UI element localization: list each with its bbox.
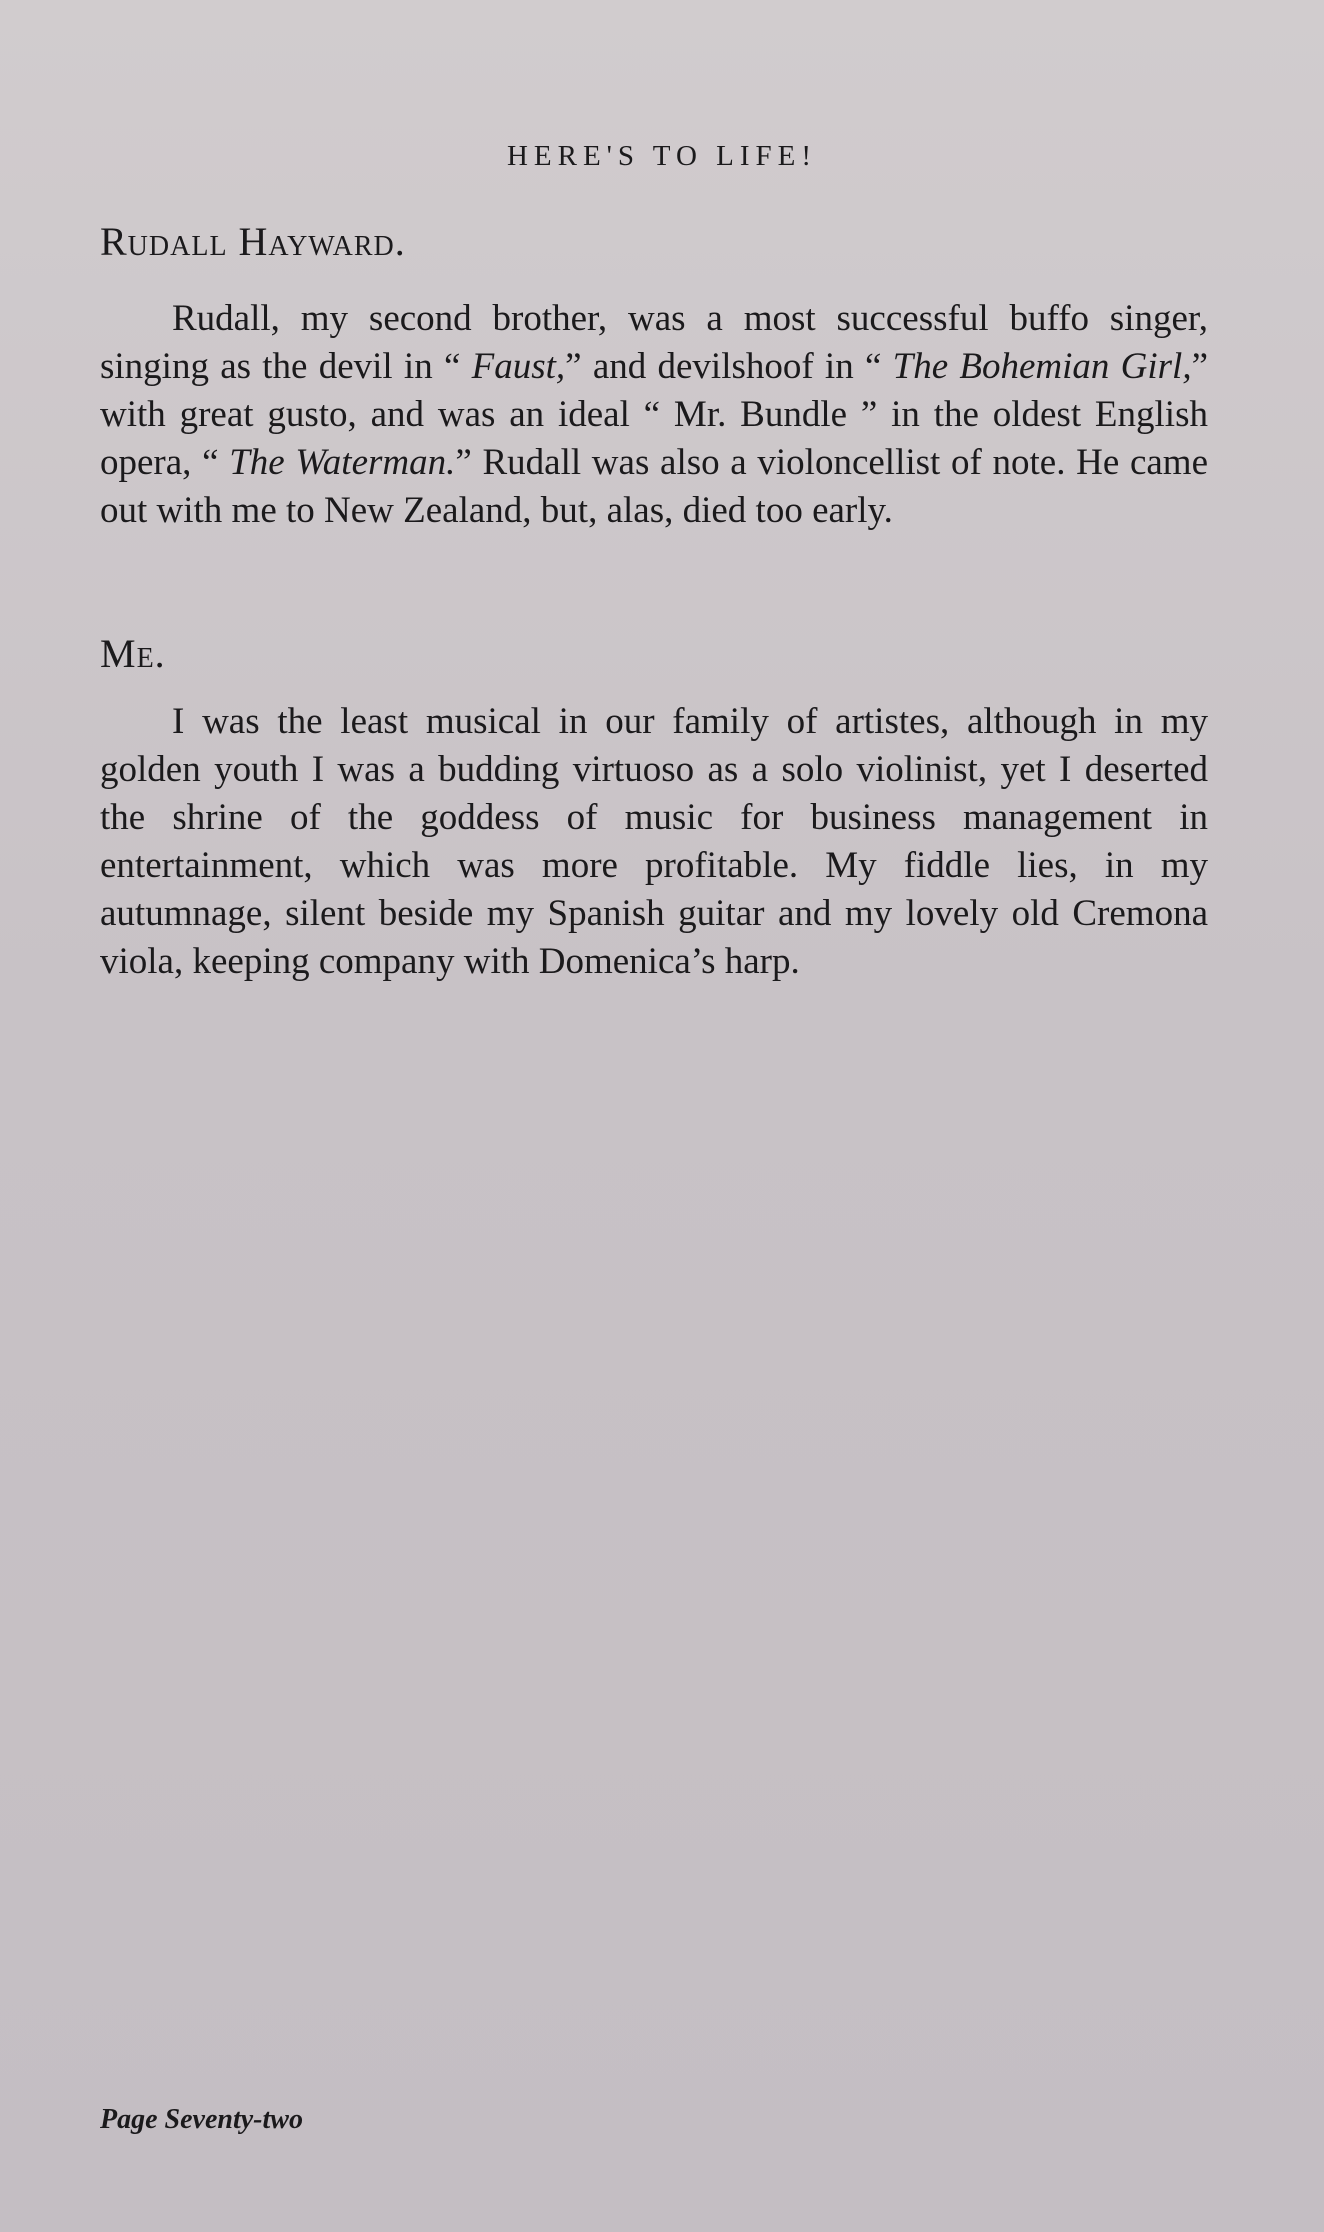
section-heading-rudall: Rudall Hayward. <box>100 219 406 264</box>
text-run: ” Rudall was also a violoncellist of note. He came out with me to New Zealand, but, alas, died too early. <box>100 442 1208 531</box>
page-number-footer: Page Seventy-two <box>100 2104 303 2135</box>
italic-title: The Bohemian Girl, <box>892 346 1192 387</box>
paragraph-me <box>100 698 1208 986</box>
running-head: HERE'S TO LIFE! <box>506 140 818 172</box>
text-run: Rudall, my second brother, was a most successful buffo singer, singing as the devil in “ <box>100 298 1208 387</box>
section-heading-me: Me. <box>100 631 166 676</box>
text-run: ” with great gusto, and was an ideal “ Mr. Bundle ” in the oldest English opera, “ <box>100 346 1209 483</box>
text-run: I was the least musical in our family of artistes, although in my golden youth I was a budding virtuoso as a solo violinist, yet I deserted the shrine of the goddess of music for business management in entertainment, which was more profitable. My fiddle lies, in my autumnage, silent beside my Spanish guitar and my lovely old Cremona viola, keeping company with Domenica’s harp. <box>100 701 1208 982</box>
italic-title: Faust, <box>471 346 566 387</box>
italic-title: The Waterman. <box>229 442 456 483</box>
paragraph-rudall <box>100 295 1208 535</box>
text-run: ” and devilshoof in “ <box>565 346 893 387</box>
